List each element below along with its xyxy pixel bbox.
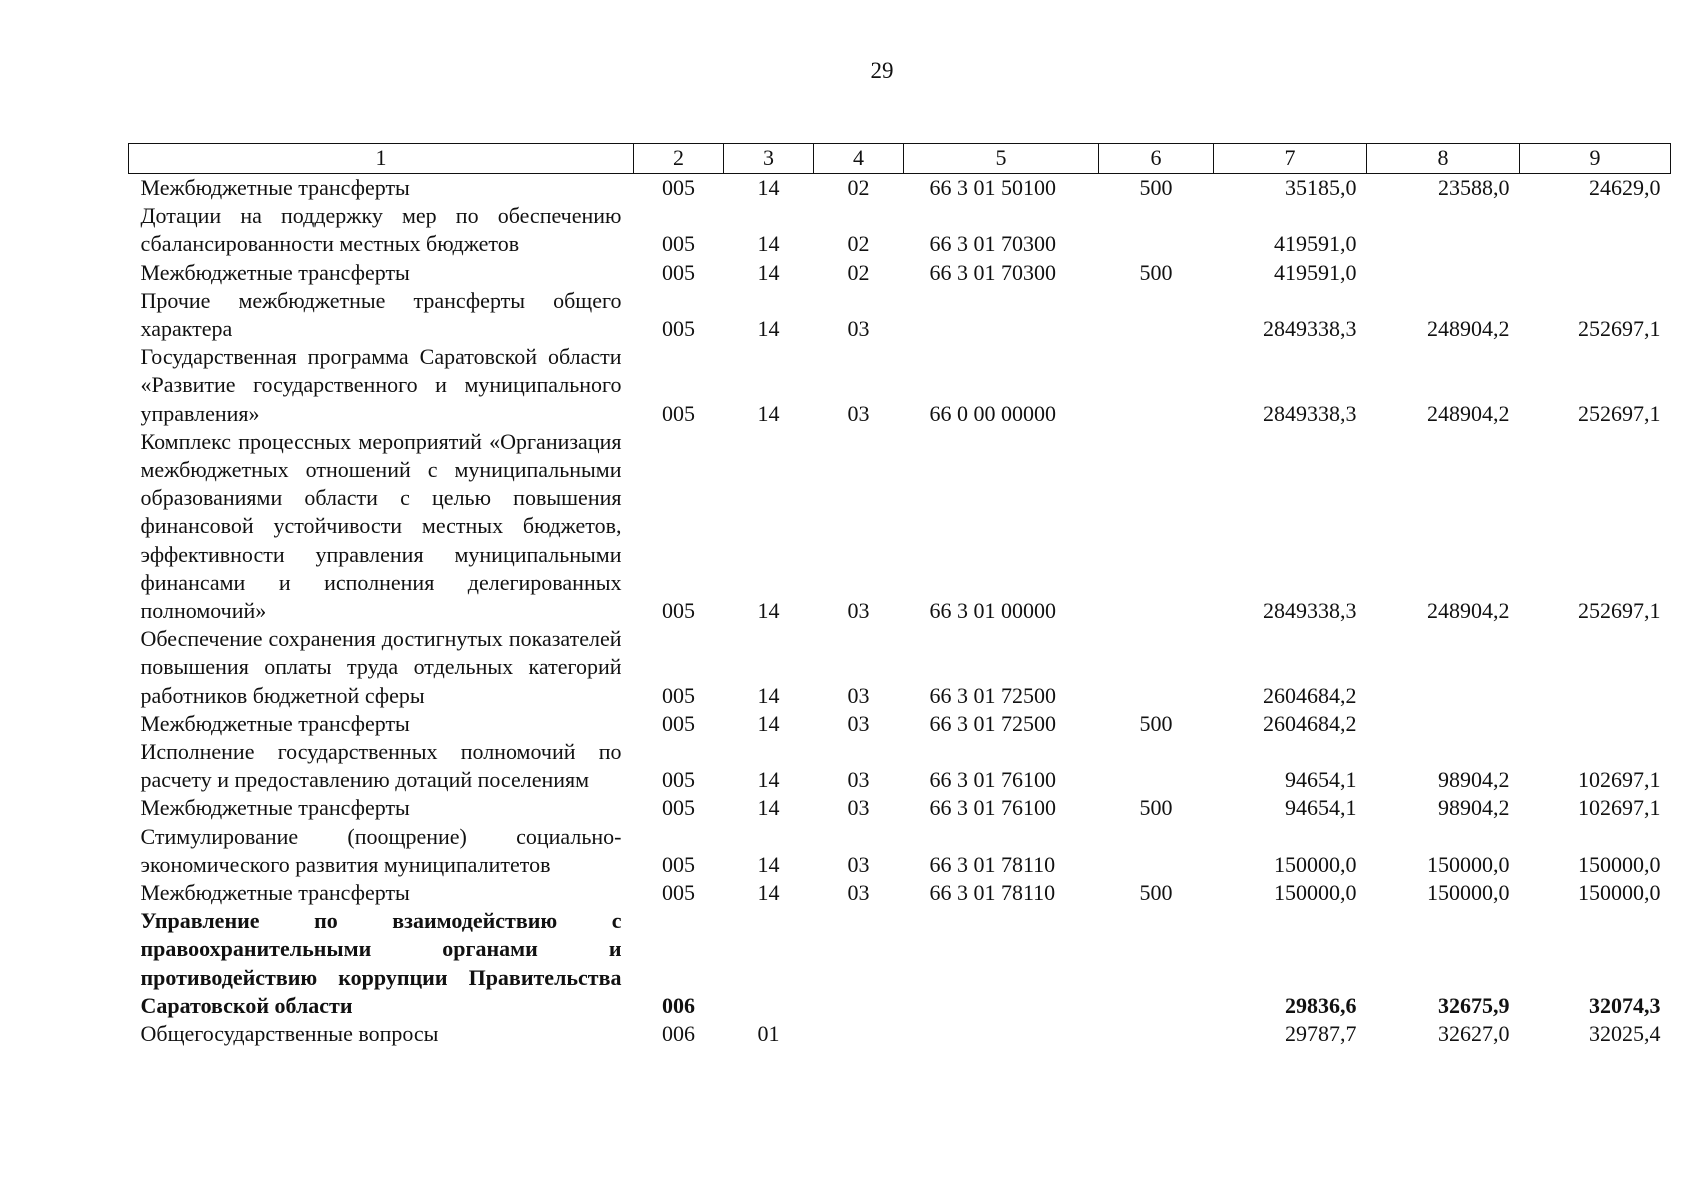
cell-ministry-code: 005 xyxy=(662,316,695,342)
column-header-7: 7 xyxy=(1214,144,1367,174)
cell-section: 01 xyxy=(757,1021,780,1047)
cell-subsection: 03 xyxy=(847,795,870,821)
row-name: Исполнение государственных полномочий по расчету и предоставлению дотаций поселениям xyxy=(140,739,622,793)
table-row xyxy=(129,794,1671,822)
cell-subsection: 03 xyxy=(847,851,870,877)
column-header-2: 2 xyxy=(634,144,724,174)
cell-subsection xyxy=(814,907,904,1020)
cell-ministry-code: 005 xyxy=(662,259,695,285)
cell-subsection: 02 xyxy=(847,231,870,257)
cell-amount-col8: 248904,2 xyxy=(1427,316,1510,342)
row-name: Общегосударственные вопросы xyxy=(140,1021,439,1047)
row-name: Государственная программа Саратовской области «Развитие государственного и муниципального управления» xyxy=(140,344,622,426)
cell-amount-col7: 29836,6 xyxy=(1285,992,1357,1018)
row-name: Межбюджетные трансферты xyxy=(140,259,410,285)
cell-amount-col8: 32627,0 xyxy=(1438,1021,1510,1047)
cell-target-article: 66 3 01 00000 xyxy=(929,598,1056,624)
cell-subsection xyxy=(814,1020,904,1048)
cell-amount-col7: 419591,0 xyxy=(1274,231,1357,257)
cell-section xyxy=(724,907,814,1020)
cell-subsection: 03 xyxy=(847,316,870,342)
cell-amount-col9: 150000,0 xyxy=(1578,851,1661,877)
cell-ministry-code: 005 xyxy=(662,767,695,793)
cell-subsection: 02 xyxy=(847,175,870,200)
table-row xyxy=(129,202,1671,258)
cell-section: 14 xyxy=(757,175,780,200)
cell-expense-type xyxy=(1099,202,1214,258)
table-row xyxy=(129,907,1671,1020)
cell-expense-type xyxy=(1099,1020,1214,1048)
row-name: Межбюджетные трансферты xyxy=(140,175,410,200)
cell-amount-col9: 252697,1 xyxy=(1578,400,1661,426)
table-row xyxy=(129,710,1671,738)
cell-expense-type xyxy=(1099,428,1214,625)
table-body xyxy=(129,174,1671,1049)
cell-expense-type: 500 xyxy=(1139,710,1173,736)
column-header-1: 1 xyxy=(129,144,634,174)
table-row xyxy=(129,287,1671,343)
cell-amount-col7: 2849338,3 xyxy=(1263,598,1357,624)
cell-amount-col9: 102697,1 xyxy=(1578,767,1661,793)
row-name: Межбюджетные трансферты xyxy=(140,880,410,906)
cell-expense-type xyxy=(1099,907,1214,1020)
cell-amount-col9: 32025,4 xyxy=(1589,1021,1661,1047)
cell-amount-col8: 150000,0 xyxy=(1427,851,1510,877)
cell-amount-col7: 150000,0 xyxy=(1274,880,1357,906)
cell-target-article: 66 3 01 70300 xyxy=(929,259,1056,285)
cell-section: 14 xyxy=(757,795,780,821)
cell-target-article: 66 3 01 76100 xyxy=(929,795,1056,821)
column-header-5: 5 xyxy=(904,144,1099,174)
column-header-6: 6 xyxy=(1099,144,1214,174)
cell-subsection: 03 xyxy=(847,400,870,426)
cell-amount-col8: 32675,9 xyxy=(1438,992,1510,1018)
cell-ministry-code: 005 xyxy=(662,710,695,736)
cell-target-article: 66 3 01 78110 xyxy=(929,880,1056,906)
cell-subsection: 03 xyxy=(847,880,870,906)
row-name: Прочие межбюджетные трансферты общего характера xyxy=(140,287,622,342)
column-header-3: 3 xyxy=(724,144,814,174)
cell-section: 14 xyxy=(757,400,780,426)
cell-amount-col7: 2604684,2 xyxy=(1263,682,1357,708)
cell-amount-col8: 98904,2 xyxy=(1438,767,1510,793)
table-row xyxy=(129,259,1671,287)
cell-section: 14 xyxy=(757,710,780,736)
cell-expense-type: 500 xyxy=(1139,259,1173,285)
cell-amount-col7: 94654,1 xyxy=(1285,795,1357,821)
cell-section: 14 xyxy=(757,880,780,906)
table-row xyxy=(129,174,1671,203)
cell-ministry-code: 005 xyxy=(662,598,695,624)
row-name: Управление по взаимодействию с правоохранительными органами и противодействию коррупции Правительства Саратовской области xyxy=(140,908,622,1018)
cell-amount-col8 xyxy=(1367,202,1520,258)
cell-expense-type: 500 xyxy=(1139,795,1173,821)
cell-amount-col9 xyxy=(1520,710,1671,738)
cell-amount-col9 xyxy=(1520,202,1671,258)
cell-expense-type xyxy=(1099,287,1214,343)
cell-expense-type: 500 xyxy=(1139,175,1173,200)
cell-expense-type: 500 xyxy=(1139,880,1173,906)
cell-ministry-code: 005 xyxy=(662,880,695,906)
cell-section: 14 xyxy=(757,231,780,257)
cell-expense-type xyxy=(1099,738,1214,794)
row-name: Межбюджетные трансферты xyxy=(140,795,410,821)
page-number: 29 xyxy=(870,58,894,83)
cell-ministry-code: 005 xyxy=(662,851,695,877)
cell-subsection: 02 xyxy=(847,259,870,285)
cell-ministry-code: 005 xyxy=(662,231,695,257)
cell-target-article xyxy=(904,287,1099,343)
table-row xyxy=(129,625,1671,710)
cell-target-article: 66 3 01 50100 xyxy=(929,175,1056,200)
cell-amount-col8 xyxy=(1367,625,1520,710)
cell-amount-col8 xyxy=(1367,710,1520,738)
cell-ministry-code: 005 xyxy=(662,175,695,200)
cell-section: 14 xyxy=(757,682,780,708)
cell-amount-col7: 35185,0 xyxy=(1285,175,1357,200)
table-row xyxy=(129,823,1671,879)
table-row xyxy=(129,343,1671,428)
column-header-4: 4 xyxy=(814,144,904,174)
cell-amount-col7: 29787,7 xyxy=(1285,1021,1357,1047)
table-row xyxy=(129,879,1671,907)
cell-subsection: 03 xyxy=(847,710,870,736)
cell-amount-col9 xyxy=(1520,259,1671,287)
column-header-9: 9 xyxy=(1520,144,1671,174)
cell-subsection: 03 xyxy=(847,767,870,793)
cell-amount-col7: 2604684,2 xyxy=(1263,710,1357,736)
cell-target-article: 66 3 01 72500 xyxy=(929,682,1056,708)
row-name: Стимулирование (поощрение) социально-экономического развития муниципалитетов xyxy=(140,823,622,877)
cell-target-article xyxy=(904,907,1099,1020)
cell-section: 14 xyxy=(757,316,780,342)
cell-amount-col8: 150000,0 xyxy=(1427,880,1510,906)
cell-amount-col7: 2849338,3 xyxy=(1263,400,1357,426)
cell-amount-col7: 94654,1 xyxy=(1285,767,1357,793)
cell-ministry-code: 006 xyxy=(662,1021,695,1047)
cell-amount-col9: 32074,3 xyxy=(1589,992,1661,1018)
cell-target-article xyxy=(904,1020,1099,1048)
cell-target-article: 66 3 01 78110 xyxy=(929,851,1056,877)
cell-amount-col9: 252697,1 xyxy=(1578,316,1661,342)
cell-expense-type xyxy=(1099,625,1214,710)
header-row xyxy=(129,144,1671,174)
cell-amount-col8 xyxy=(1367,259,1520,287)
budget-table xyxy=(128,143,1671,1048)
cell-amount-col8: 248904,2 xyxy=(1427,400,1510,426)
row-name: Обеспечение сохранения достигнутых показателей повышения оплаты труда отдельных категорий работников бюджетной сферы xyxy=(140,626,622,708)
cell-amount-col9 xyxy=(1520,625,1671,710)
row-name: Комплекс процессных мероприятий «Организация межбюджетных отношений с муниципальными образованиями области с целью повышения финансовой устойчивости местных бюджетов, эффективности управления муниципальными финансами и исполнения делегированных полномочий» xyxy=(140,428,622,624)
cell-section: 14 xyxy=(757,767,780,793)
cell-target-article: 66 0 00 00000 xyxy=(929,400,1056,426)
cell-subsection: 03 xyxy=(847,598,870,624)
cell-amount-col7: 2849338,3 xyxy=(1263,316,1357,342)
table-row xyxy=(129,1020,1671,1048)
cell-amount-col8: 23588,0 xyxy=(1438,175,1510,200)
cell-expense-type xyxy=(1099,343,1214,428)
cell-ministry-code: 005 xyxy=(662,682,695,708)
cell-amount-col8: 98904,2 xyxy=(1438,795,1510,821)
cell-subsection: 03 xyxy=(847,682,870,708)
cell-amount-col9: 252697,1 xyxy=(1578,598,1661,624)
cell-amount-col7: 150000,0 xyxy=(1274,851,1357,877)
cell-section: 14 xyxy=(757,598,780,624)
cell-amount-col9: 24629,0 xyxy=(1589,175,1661,200)
cell-target-article: 66 3 01 72500 xyxy=(929,710,1056,736)
cell-expense-type xyxy=(1099,823,1214,879)
table-row xyxy=(129,428,1671,625)
cell-ministry-code: 005 xyxy=(662,795,695,821)
table-header xyxy=(129,144,1671,174)
cell-amount-col9: 102697,1 xyxy=(1578,795,1661,821)
cell-amount-col8: 248904,2 xyxy=(1427,598,1510,624)
cell-section: 14 xyxy=(757,851,780,877)
cell-ministry-code: 006 xyxy=(662,992,695,1018)
cell-target-article: 66 3 01 70300 xyxy=(929,231,1056,257)
cell-amount-col7: 419591,0 xyxy=(1274,259,1357,285)
column-header-8: 8 xyxy=(1367,144,1520,174)
cell-ministry-code: 005 xyxy=(662,400,695,426)
table-row xyxy=(129,738,1671,794)
cell-section: 14 xyxy=(757,259,780,285)
cell-amount-col9: 150000,0 xyxy=(1578,880,1661,906)
row-name: Дотации на поддержку мер по обеспечению сбалансированности местных бюджетов xyxy=(140,203,622,257)
cell-target-article: 66 3 01 76100 xyxy=(929,767,1056,793)
row-name: Межбюджетные трансферты xyxy=(140,710,410,736)
